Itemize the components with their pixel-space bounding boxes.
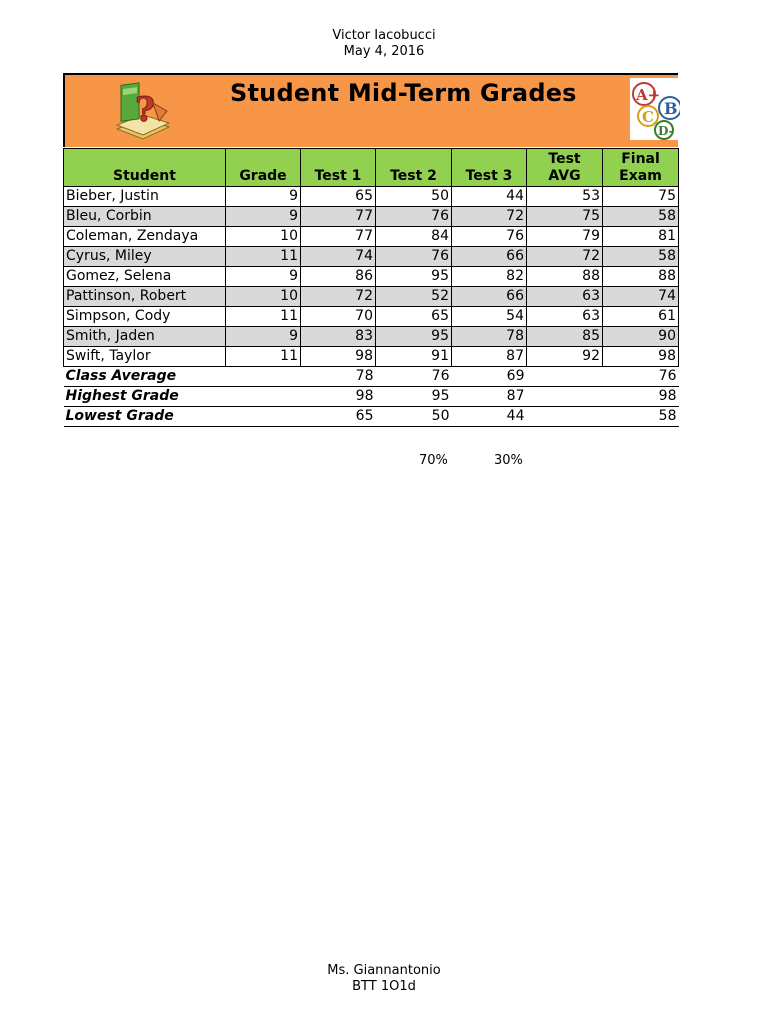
column-header: Final Exam: [603, 149, 679, 187]
summary-cell: 65: [301, 407, 376, 427]
grade-cell: 91: [376, 347, 452, 367]
student-name-cell: Gomez, Selena: [64, 267, 226, 287]
grade-cell: 50: [376, 187, 452, 207]
final-weight: 30%: [494, 453, 523, 468]
student-name-cell: Bleu, Corbin: [64, 207, 226, 227]
student-name-cell: Cyrus, Miley: [64, 247, 226, 267]
table-row: [64, 327, 679, 347]
grade-cell: 58: [603, 207, 679, 227]
table-row: [64, 287, 679, 307]
grade-cell: 63: [527, 307, 603, 327]
question-book-icon: [109, 81, 173, 141]
summary-row: [64, 367, 679, 387]
teacher-name: Ms. Giannantonio: [327, 963, 441, 978]
table-row: [64, 267, 679, 287]
table-row: [64, 307, 679, 327]
column-header: Test AVG: [527, 149, 603, 187]
summary-cell: [527, 407, 603, 427]
grade-cell: 61: [603, 307, 679, 327]
summary-cell: 78: [301, 367, 376, 387]
student-name-cell: Swift, Taylor: [64, 347, 226, 367]
grade-cell: 85: [527, 327, 603, 347]
test-weight: 70%: [419, 453, 448, 468]
page-footer: [0, 963, 768, 995]
grade-cell: 81: [603, 227, 679, 247]
page-header: [0, 28, 768, 60]
summary-cell: [527, 367, 603, 387]
svg-text:C: C: [642, 108, 654, 126]
grade-cell: 88: [527, 267, 603, 287]
grade-cell: 75: [603, 187, 679, 207]
table-row: [64, 347, 679, 367]
grade-cell: 76: [376, 207, 452, 227]
grade-cell: 72: [301, 287, 376, 307]
grade-cell: 87: [452, 347, 527, 367]
table-row: [64, 227, 679, 247]
grade-cell: 44: [452, 187, 527, 207]
author-name: Victor Iacobucci: [332, 28, 436, 43]
grade-cell: 63: [527, 287, 603, 307]
grade-cell: 70: [301, 307, 376, 327]
grade-cell: 72: [452, 207, 527, 227]
grades-table: [63, 148, 679, 427]
grade-cell: 77: [301, 207, 376, 227]
column-header: Grade: [226, 149, 301, 187]
grade-cell: 53: [527, 187, 603, 207]
svg-text:B: B: [664, 99, 678, 118]
banner-title: Student Mid-Term Grades: [230, 79, 577, 107]
grade-cell: 65: [376, 307, 452, 327]
grade-cell: 75: [527, 207, 603, 227]
summary-cell: 58: [603, 407, 679, 427]
grade-cell: 74: [301, 247, 376, 267]
summary-cell: 76: [376, 367, 452, 387]
summary-row: [64, 387, 679, 407]
column-header: Student: [64, 149, 226, 187]
grade-cell: 11: [226, 307, 301, 327]
summary-cell: [226, 367, 301, 387]
grade-cell: 10: [226, 227, 301, 247]
grade-cell: 83: [301, 327, 376, 347]
grade-cell: 65: [301, 187, 376, 207]
course-code: BTT 1O1d: [352, 979, 416, 994]
title-banner: [63, 73, 678, 147]
summary-label: Highest Grade: [64, 387, 226, 407]
student-name-cell: Coleman, Zendaya: [64, 227, 226, 247]
summary-cell: 87: [452, 387, 527, 407]
grade-cell: 84: [376, 227, 452, 247]
grade-cell: 76: [452, 227, 527, 247]
svg-text:D-: D-: [658, 124, 674, 138]
grade-cell: 76: [376, 247, 452, 267]
summary-cell: [226, 387, 301, 407]
table-row: [64, 207, 679, 227]
summary-label: Lowest Grade: [64, 407, 226, 427]
column-header: Test 2: [376, 149, 452, 187]
grade-cell: 92: [527, 347, 603, 367]
summary-cell: [226, 407, 301, 427]
student-name-cell: Simpson, Cody: [64, 307, 226, 327]
grade-cell: 86: [301, 267, 376, 287]
table-row: [64, 187, 679, 207]
column-header: Test 1: [301, 149, 376, 187]
grade-cell: 82: [452, 267, 527, 287]
summary-label: Class Average: [64, 367, 226, 387]
grade-cell: 58: [603, 247, 679, 267]
student-name-cell: Bieber, Justin: [64, 187, 226, 207]
grade-cell: 9: [226, 207, 301, 227]
grade-cell: 11: [226, 347, 301, 367]
svg-text:A+: A+: [636, 86, 661, 104]
grade-cell: 90: [603, 327, 679, 347]
grade-cell: 78: [452, 327, 527, 347]
summary-cell: 98: [603, 387, 679, 407]
svg-text:?: ?: [135, 90, 155, 130]
summary-cell: [527, 387, 603, 407]
table-row: [64, 247, 679, 267]
grade-cell: 54: [452, 307, 527, 327]
grade-cell: 52: [376, 287, 452, 307]
grade-cell: 9: [226, 267, 301, 287]
summary-cell: 44: [452, 407, 527, 427]
grade-cell: 95: [376, 327, 452, 347]
summary-cell: 98: [301, 387, 376, 407]
summary-cell: 50: [376, 407, 452, 427]
student-name-cell: Smith, Jaden: [64, 327, 226, 347]
summary-cell: 76: [603, 367, 679, 387]
grade-cell: 10: [226, 287, 301, 307]
grade-cell: 88: [603, 267, 679, 287]
grade-cell: 66: [452, 247, 527, 267]
grade-cell: 98: [301, 347, 376, 367]
summary-row: [64, 407, 679, 427]
grade-cell: 98: [603, 347, 679, 367]
summary-cell: 69: [452, 367, 527, 387]
grade-cell: 9: [226, 327, 301, 347]
column-header: Test 3: [452, 149, 527, 187]
summary-cell: 95: [376, 387, 452, 407]
grade-cell: 74: [603, 287, 679, 307]
grade-cell: 77: [301, 227, 376, 247]
grade-cell: 95: [376, 267, 452, 287]
student-name-cell: Pattinson, Robert: [64, 287, 226, 307]
letter-grades-icon: [630, 78, 680, 140]
grade-cell: 9: [226, 187, 301, 207]
header-date: May 4, 2016: [343, 44, 425, 59]
grade-cell: 72: [527, 247, 603, 267]
grade-cell: 11: [226, 247, 301, 267]
header-row: [64, 149, 679, 187]
grade-cell: 79: [527, 227, 603, 247]
grade-cell: 66: [452, 287, 527, 307]
